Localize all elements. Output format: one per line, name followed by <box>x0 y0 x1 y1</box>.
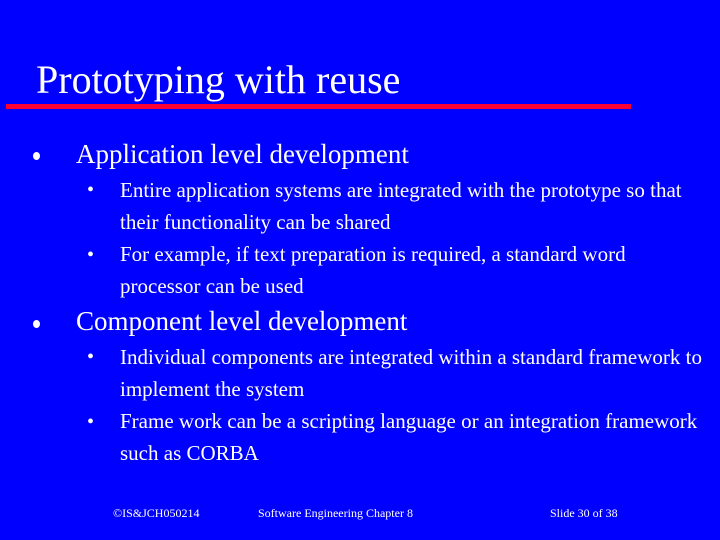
bullet-1-sub-2-text: For example, if text preparation is required, a standard word processor can be used <box>120 242 626 298</box>
bullet-1-text: Application level development <box>76 139 409 169</box>
sub-bullet-icon: • <box>87 179 95 201</box>
bullet-2-text: Component level development <box>76 306 408 336</box>
bullet-dot-icon <box>33 152 40 160</box>
footer-chapter: Software Engineering Chapter 8 <box>258 506 413 520</box>
footer-slide-number: Slide 30 of 38 <box>550 506 618 520</box>
bullet-dot-icon <box>33 320 40 328</box>
slide-title: Prototyping with reuse <box>36 57 401 102</box>
bullet-2-sub-1-text: Individual components are integrated within a standard framework to implement the system <box>120 345 702 401</box>
sub-bullet-icon: • <box>87 244 95 266</box>
footer-copyright: ©IS&JCH050214 <box>113 506 200 520</box>
title-underline <box>6 104 631 109</box>
bullet-2-sub-2-text: Frame work can be a scripting language or an integration framework such as CORBA <box>120 409 698 465</box>
sub-bullet-icon: • <box>87 411 95 433</box>
bullet-1-sub-1-text: Entire application systems are integrated with the prototype so that their functionality can be shared <box>120 178 682 234</box>
sub-bullet-icon: • <box>87 346 95 368</box>
